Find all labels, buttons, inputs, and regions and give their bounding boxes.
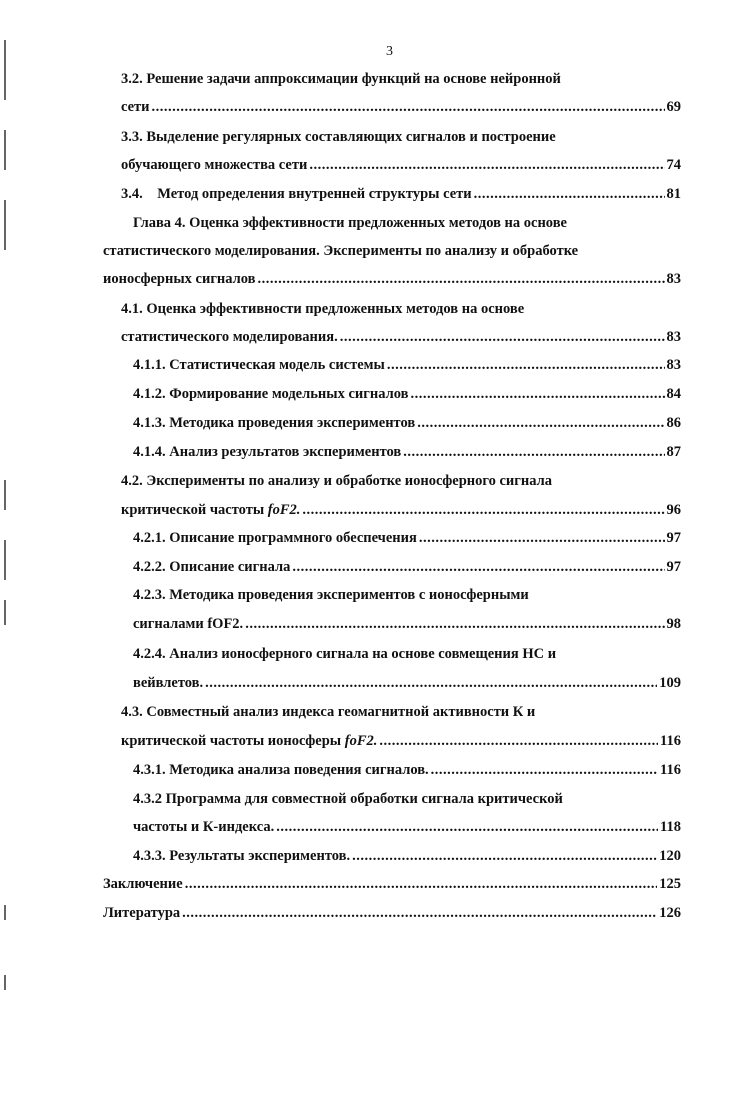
toc-page: 84: [666, 386, 681, 402]
toc-leader-dots: [152, 97, 665, 117]
toc-page: 126: [659, 905, 681, 921]
toc-leader-dots: [387, 355, 665, 375]
toc-text: 4.2.1. Описание программного обеспечения: [133, 530, 417, 546]
toc-page: 81: [666, 186, 681, 202]
toc-page: 83: [666, 329, 681, 345]
toc-text-italic: foF2.: [267, 502, 301, 518]
toc-page: 97: [666, 559, 681, 575]
toc-leader-dots: [245, 614, 664, 634]
toc-text: 3.3. Выделение регулярных составляющих сигналов и построение: [121, 129, 556, 145]
toc-text: статистического моделирования.: [121, 329, 338, 345]
toc-page: 86: [666, 415, 681, 431]
toc-text: [121, 731, 377, 751]
toc-text: обучающего множества сети: [121, 157, 308, 173]
toc-line-3-3-a: [121, 127, 556, 147]
toc-line-4-1-3: [133, 413, 681, 433]
toc-leader-dots: [302, 500, 664, 520]
toc-leader-dots: [205, 673, 657, 693]
toc-leader-dots: [431, 760, 658, 780]
toc-text: 4.2.4. Анализ ионосферного сигнала на основе совмещения НС и: [133, 646, 557, 662]
toc-text: ионосферных сигналов: [103, 271, 256, 287]
toc-line-4-1-4: [133, 442, 681, 462]
toc-leader-dots: [352, 846, 657, 866]
toc-text: 4.1.2. Формирование модельных сигналов: [133, 386, 409, 402]
toc-text: 4.1. Оценка эффективности предложенных методов на основе: [121, 301, 525, 317]
toc-line-4-1-2: [133, 384, 681, 404]
toc-page: 74: [666, 157, 681, 173]
page-number: 3: [386, 44, 393, 59]
toc-text: 3.4. Метод определения внутренней структуры сети: [121, 186, 472, 202]
toc-text: 4.1.4. Анализ результатов экспериментов: [133, 444, 402, 460]
toc-text: 4.2.2. Описание сигнала: [133, 559, 291, 575]
toc-text: 4.3. Совместный анализ индекса геомагнитной активности К и: [121, 704, 536, 720]
toc-text: сети: [121, 99, 150, 115]
toc-line-4-2-3-b: [133, 614, 681, 634]
scan-mark: [4, 40, 6, 100]
toc-page: 98: [666, 616, 681, 632]
toc-leader-dots: [185, 874, 658, 894]
toc-line-literature: [103, 903, 681, 923]
toc-line-4-3-2-b: [133, 817, 681, 837]
toc-line-3-4: [121, 184, 681, 204]
toc-text: вейвлетов.: [133, 675, 204, 691]
toc-leader-dots: [292, 557, 664, 577]
toc-page: 109: [659, 675, 681, 691]
scan-mark: [4, 905, 6, 920]
toc-page: 116: [660, 733, 681, 749]
toc-line-4-3-a: [121, 702, 535, 722]
toc-line-chapter-4-c: [103, 269, 681, 289]
toc-line-4-2-b: [121, 500, 681, 520]
toc-text: 4.3.1. Методика анализа поведения сигналов.: [133, 762, 429, 778]
toc-page: 116: [660, 762, 681, 778]
toc-leader-dots: [410, 384, 664, 404]
toc-line-4-2-a: [121, 471, 552, 491]
scan-mark: [4, 975, 6, 990]
toc-line-4-2-4-a: [133, 644, 556, 664]
toc-line-4-3-b: [121, 731, 681, 751]
toc-leader-dots: [182, 903, 657, 923]
toc-text: 4.2. Эксперименты по анализу и обработке ионосферного сигнала: [121, 473, 552, 489]
toc-line-4-3-3: [133, 846, 681, 866]
toc-text: Глава 4. Оценка эффективности предложенных методов на основе: [133, 215, 567, 231]
toc-line-chapter-4-a: [133, 213, 567, 233]
toc-leader-dots: [379, 731, 658, 751]
toc-page: 120: [659, 848, 681, 864]
toc-leader-dots: [403, 442, 664, 462]
toc-line-3-2-a: [121, 69, 561, 89]
toc-text: 4.1.3. Методика проведения экспериментов: [133, 415, 416, 431]
toc-text: частоты и К-индекса.: [133, 819, 275, 835]
toc-line-4-3-2-a: [133, 789, 563, 809]
toc-text: 4.2.3. Методика проведения экспериментов с ионосферными: [133, 587, 529, 603]
toc-text: 4.1.1. Статистическая модель системы: [133, 357, 385, 373]
toc-leader-dots: [417, 413, 664, 433]
toc-line-conclusion: [103, 874, 681, 894]
toc-page: 118: [660, 819, 681, 835]
toc-page: 83: [666, 271, 681, 287]
toc-line-4-2-3-a: [133, 585, 529, 605]
scan-mark: [4, 200, 6, 250]
toc-page: 69: [666, 99, 681, 115]
toc-leader-dots: [474, 184, 665, 204]
scan-mark: [4, 130, 6, 170]
toc-line-4-1-1: [133, 355, 681, 375]
toc-text: [121, 500, 300, 520]
scan-mark: [4, 540, 6, 580]
toc-text: Литература: [103, 905, 181, 921]
toc-leader-dots: [309, 155, 664, 175]
toc-text: 3.2. Решение задачи аппроксимации функций на основе нейронной: [121, 71, 561, 87]
toc-leader-dots: [340, 327, 665, 347]
toc-text-main: критической частоты ионосферы: [121, 733, 342, 749]
toc-leader-dots: [258, 269, 665, 289]
toc-page: 125: [659, 876, 681, 892]
scan-mark: [4, 480, 6, 510]
toc-line-3-2-b: [121, 97, 681, 117]
toc-text-main: критической частоты: [121, 502, 265, 518]
toc-page: 97: [666, 530, 681, 546]
scan-margin-marks: [0, 0, 16, 1100]
toc-leader-dots: [419, 528, 665, 548]
toc-text-italic: foF2.: [344, 733, 378, 749]
toc-page: 96: [666, 502, 681, 518]
toc-text: статистического моделирования. Эксперименты по анализу и обработке: [103, 243, 579, 259]
toc-line-4-2-2: [133, 557, 681, 577]
toc-page: 87: [666, 444, 681, 460]
toc-page: 83: [666, 357, 681, 373]
toc-line-4-1-b: [121, 327, 681, 347]
toc-line-4-3-1: [133, 760, 681, 780]
toc-leader-dots: [276, 817, 658, 837]
toc-text: сигналами fOF2.: [133, 616, 244, 632]
toc-text: 4.3.3. Результаты экспериментов.: [133, 848, 351, 864]
toc-line-4-1-a: [121, 299, 524, 319]
toc-text: 4.3.2 Программа для совместной обработки сигнала критической: [133, 791, 563, 807]
toc-line-chapter-4-b: [103, 241, 578, 261]
toc-line-4-2-1: [133, 528, 681, 548]
toc-text: Заключение: [103, 876, 183, 892]
scan-mark: [4, 600, 6, 625]
toc-line-3-3-b: [121, 155, 681, 175]
toc-line-4-2-4-b: [133, 673, 681, 693]
